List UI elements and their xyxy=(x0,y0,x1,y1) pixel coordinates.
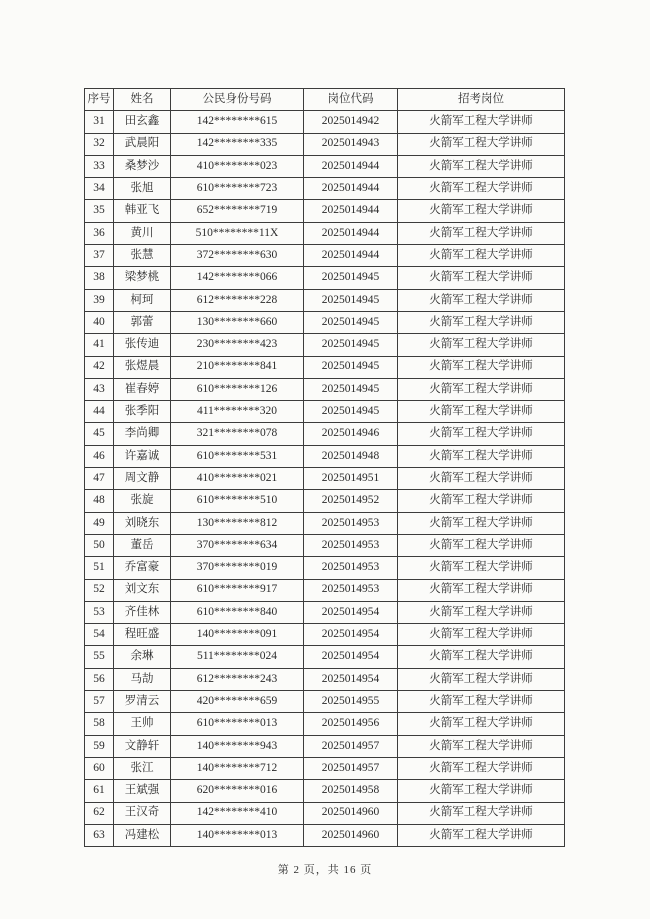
table-body xyxy=(85,111,565,847)
cell-citizen-id: 610********510 xyxy=(171,490,304,512)
cell-serial: 41 xyxy=(85,334,114,356)
cell-recruitment-position: 火箭军工程大学讲师 xyxy=(398,155,565,177)
cell-position-code: 2025014958 xyxy=(304,780,398,802)
cell-name: 张传迪 xyxy=(114,334,171,356)
cell-position-code: 2025014944 xyxy=(304,178,398,200)
cell-position-code: 2025014944 xyxy=(304,200,398,222)
cell-recruitment-position: 火箭军工程大学讲师 xyxy=(398,624,565,646)
cell-citizen-id: 610********013 xyxy=(171,713,304,735)
cell-recruitment-position: 火箭军工程大学讲师 xyxy=(398,490,565,512)
cell-recruitment-position: 火箭军工程大学讲师 xyxy=(398,534,565,556)
cell-position-code: 2025014945 xyxy=(304,356,398,378)
cell-serial: 32 xyxy=(85,133,114,155)
cell-serial: 58 xyxy=(85,713,114,735)
cell-serial: 39 xyxy=(85,289,114,311)
cell-position-code: 2025014960 xyxy=(304,802,398,824)
cell-position-code: 2025014945 xyxy=(304,334,398,356)
cell-name: 张煜晨 xyxy=(114,356,171,378)
column-header-citizen-id: 公民身份号码 xyxy=(171,89,304,111)
cell-recruitment-position: 火箭军工程大学讲师 xyxy=(398,780,565,802)
cell-serial: 55 xyxy=(85,646,114,668)
cell-serial: 47 xyxy=(85,468,114,490)
table-row xyxy=(85,802,565,824)
cell-recruitment-position: 火箭军工程大学讲师 xyxy=(398,445,565,467)
table-row xyxy=(85,780,565,802)
cell-name: 郭蕾 xyxy=(114,311,171,333)
cell-recruitment-position: 火箭军工程大学讲师 xyxy=(398,802,565,824)
cell-recruitment-position: 火箭军工程大学讲师 xyxy=(398,423,565,445)
cell-citizen-id: 230********423 xyxy=(171,334,304,356)
cell-name: 张江 xyxy=(114,757,171,779)
table-row xyxy=(85,334,565,356)
cell-citizen-id: 321********078 xyxy=(171,423,304,445)
cell-citizen-id: 142********066 xyxy=(171,267,304,289)
cell-recruitment-position: 火箭军工程大学讲师 xyxy=(398,289,565,311)
cell-position-code: 2025014953 xyxy=(304,579,398,601)
cell-position-code: 2025014944 xyxy=(304,245,398,267)
cell-recruitment-position: 火箭军工程大学讲师 xyxy=(398,668,565,690)
cell-position-code: 2025014960 xyxy=(304,824,398,846)
cell-recruitment-position: 火箭军工程大学讲师 xyxy=(398,222,565,244)
cell-citizen-id: 140********091 xyxy=(171,624,304,646)
table-row xyxy=(85,222,565,244)
cell-citizen-id: 142********410 xyxy=(171,802,304,824)
cell-citizen-id: 372********630 xyxy=(171,245,304,267)
cell-citizen-id: 610********126 xyxy=(171,378,304,400)
cell-name: 冯建松 xyxy=(114,824,171,846)
table-row xyxy=(85,311,565,333)
table-row xyxy=(85,512,565,534)
cell-citizen-id: 610********723 xyxy=(171,178,304,200)
cell-recruitment-position: 火箭军工程大学讲师 xyxy=(398,646,565,668)
cell-position-code: 2025014955 xyxy=(304,691,398,713)
cell-recruitment-position: 火箭军工程大学讲师 xyxy=(398,178,565,200)
cell-name: 张季阳 xyxy=(114,401,171,423)
cell-citizen-id: 610********531 xyxy=(171,445,304,467)
table-row xyxy=(85,155,565,177)
cell-serial: 35 xyxy=(85,200,114,222)
table-row xyxy=(85,824,565,846)
cell-citizen-id: 140********712 xyxy=(171,757,304,779)
cell-serial: 63 xyxy=(85,824,114,846)
cell-position-code: 2025014943 xyxy=(304,133,398,155)
cell-serial: 46 xyxy=(85,445,114,467)
table-row xyxy=(85,111,565,133)
table-row xyxy=(85,601,565,623)
cell-name: 文静轩 xyxy=(114,735,171,757)
candidate-table xyxy=(84,88,565,847)
cell-name: 王帅 xyxy=(114,713,171,735)
cell-recruitment-position: 火箭军工程大学讲师 xyxy=(398,378,565,400)
cell-recruitment-position: 火箭军工程大学讲师 xyxy=(398,735,565,757)
cell-citizen-id: 410********021 xyxy=(171,468,304,490)
cell-position-code: 2025014954 xyxy=(304,624,398,646)
cell-position-code: 2025014956 xyxy=(304,713,398,735)
cell-serial: 34 xyxy=(85,178,114,200)
cell-name: 梁梦桃 xyxy=(114,267,171,289)
cell-serial: 42 xyxy=(85,356,114,378)
table-row xyxy=(85,691,565,713)
cell-name: 武晨阳 xyxy=(114,133,171,155)
cell-recruitment-position: 火箭军工程大学讲师 xyxy=(398,691,565,713)
table-row xyxy=(85,445,565,467)
table-row xyxy=(85,245,565,267)
cell-serial: 59 xyxy=(85,735,114,757)
cell-citizen-id: 652********719 xyxy=(171,200,304,222)
cell-recruitment-position: 火箭军工程大学讲师 xyxy=(398,111,565,133)
cell-position-code: 2025014954 xyxy=(304,601,398,623)
cell-name: 许嘉诚 xyxy=(114,445,171,467)
cell-citizen-id: 130********660 xyxy=(171,311,304,333)
table-row xyxy=(85,668,565,690)
cell-position-code: 2025014953 xyxy=(304,512,398,534)
cell-recruitment-position: 火箭军工程大学讲师 xyxy=(398,200,565,222)
cell-position-code: 2025014957 xyxy=(304,735,398,757)
cell-serial: 54 xyxy=(85,624,114,646)
table-row xyxy=(85,757,565,779)
cell-serial: 33 xyxy=(85,155,114,177)
cell-serial: 49 xyxy=(85,512,114,534)
cell-recruitment-position: 火箭军工程大学讲师 xyxy=(398,579,565,601)
cell-name: 罗清云 xyxy=(114,691,171,713)
cell-name: 王汉奇 xyxy=(114,802,171,824)
table-row xyxy=(85,713,565,735)
cell-position-code: 2025014945 xyxy=(304,401,398,423)
cell-citizen-id: 210********841 xyxy=(171,356,304,378)
cell-serial: 51 xyxy=(85,557,114,579)
cell-name: 田玄鑫 xyxy=(114,111,171,133)
cell-position-code: 2025014946 xyxy=(304,423,398,445)
table-row xyxy=(85,624,565,646)
table-row xyxy=(85,735,565,757)
cell-citizen-id: 610********840 xyxy=(171,601,304,623)
cell-name: 王斌强 xyxy=(114,780,171,802)
cell-recruitment-position: 火箭军工程大学讲师 xyxy=(398,713,565,735)
cell-serial: 61 xyxy=(85,780,114,802)
table-row xyxy=(85,178,565,200)
cell-name: 余琳 xyxy=(114,646,171,668)
cell-recruitment-position: 火箭军工程大学讲师 xyxy=(398,245,565,267)
cell-recruitment-position: 火箭军工程大学讲师 xyxy=(398,401,565,423)
table-row xyxy=(85,401,565,423)
cell-recruitment-position: 火箭军工程大学讲师 xyxy=(398,267,565,289)
cell-citizen-id: 142********615 xyxy=(171,111,304,133)
cell-serial: 37 xyxy=(85,245,114,267)
column-header-position-code: 岗位代码 xyxy=(304,89,398,111)
cell-serial: 52 xyxy=(85,579,114,601)
cell-recruitment-position: 火箭军工程大学讲师 xyxy=(398,334,565,356)
cell-citizen-id: 612********243 xyxy=(171,668,304,690)
cell-serial: 50 xyxy=(85,534,114,556)
cell-name: 崔春婷 xyxy=(114,378,171,400)
cell-serial: 62 xyxy=(85,802,114,824)
cell-position-code: 2025014944 xyxy=(304,222,398,244)
cell-position-code: 2025014952 xyxy=(304,490,398,512)
cell-name: 刘文东 xyxy=(114,579,171,601)
cell-position-code: 2025014945 xyxy=(304,378,398,400)
cell-recruitment-position: 火箭军工程大学讲师 xyxy=(398,133,565,155)
cell-recruitment-position: 火箭军工程大学讲师 xyxy=(398,824,565,846)
cell-citizen-id: 511********024 xyxy=(171,646,304,668)
cell-citizen-id: 610********917 xyxy=(171,579,304,601)
cell-citizen-id: 410********023 xyxy=(171,155,304,177)
table-row xyxy=(85,468,565,490)
table-row xyxy=(85,557,565,579)
cell-name: 柯珂 xyxy=(114,289,171,311)
cell-name: 韩亚飞 xyxy=(114,200,171,222)
cell-name: 张旭 xyxy=(114,178,171,200)
table-row xyxy=(85,534,565,556)
table-row xyxy=(85,356,565,378)
table-row xyxy=(85,200,565,222)
cell-serial: 38 xyxy=(85,267,114,289)
cell-position-code: 2025014953 xyxy=(304,557,398,579)
cell-citizen-id: 130********812 xyxy=(171,512,304,534)
table-row xyxy=(85,133,565,155)
cell-recruitment-position: 火箭军工程大学讲师 xyxy=(398,757,565,779)
cell-citizen-id: 370********634 xyxy=(171,534,304,556)
cell-recruitment-position: 火箭军工程大学讲师 xyxy=(398,356,565,378)
cell-name: 乔富豪 xyxy=(114,557,171,579)
cell-recruitment-position: 火箭军工程大学讲师 xyxy=(398,557,565,579)
cell-position-code: 2025014953 xyxy=(304,534,398,556)
table-row xyxy=(85,267,565,289)
cell-name: 张慧 xyxy=(114,245,171,267)
cell-citizen-id: 140********013 xyxy=(171,824,304,846)
cell-citizen-id: 620********016 xyxy=(171,780,304,802)
cell-name: 董岳 xyxy=(114,534,171,556)
cell-citizen-id: 420********659 xyxy=(171,691,304,713)
cell-citizen-id: 142********335 xyxy=(171,133,304,155)
cell-name: 周文静 xyxy=(114,468,171,490)
cell-serial: 45 xyxy=(85,423,114,445)
cell-serial: 44 xyxy=(85,401,114,423)
cell-position-code: 2025014954 xyxy=(304,646,398,668)
cell-recruitment-position: 火箭军工程大学讲师 xyxy=(398,512,565,534)
cell-serial: 36 xyxy=(85,222,114,244)
cell-citizen-id: 411********320 xyxy=(171,401,304,423)
column-header-serial: 序号 xyxy=(85,89,114,111)
table-row xyxy=(85,289,565,311)
table-row xyxy=(85,646,565,668)
table-row xyxy=(85,490,565,512)
cell-citizen-id: 612********228 xyxy=(171,289,304,311)
cell-position-code: 2025014948 xyxy=(304,445,398,467)
column-header-name: 姓名 xyxy=(114,89,171,111)
cell-name: 黄川 xyxy=(114,222,171,244)
cell-name: 程旺盛 xyxy=(114,624,171,646)
cell-name: 李尚卿 xyxy=(114,423,171,445)
cell-recruitment-position: 火箭军工程大学讲师 xyxy=(398,601,565,623)
page-footer: 第 2 页，共 16 页 xyxy=(277,864,373,876)
table-header-row xyxy=(85,89,565,111)
column-header-recruitment-position: 招考岗位 xyxy=(398,89,565,111)
cell-name: 马劼 xyxy=(114,668,171,690)
cell-recruitment-position: 火箭军工程大学讲师 xyxy=(398,468,565,490)
cell-name: 张旋 xyxy=(114,490,171,512)
cell-serial: 31 xyxy=(85,111,114,133)
cell-citizen-id: 370********019 xyxy=(171,557,304,579)
cell-position-code: 2025014954 xyxy=(304,668,398,690)
cell-serial: 56 xyxy=(85,668,114,690)
cell-serial: 60 xyxy=(85,757,114,779)
cell-position-code: 2025014942 xyxy=(304,111,398,133)
cell-serial: 43 xyxy=(85,378,114,400)
cell-position-code: 2025014945 xyxy=(304,267,398,289)
cell-serial: 57 xyxy=(85,691,114,713)
cell-position-code: 2025014957 xyxy=(304,757,398,779)
table-row xyxy=(85,423,565,445)
cell-position-code: 2025014945 xyxy=(304,311,398,333)
cell-name: 刘晓东 xyxy=(114,512,171,534)
cell-citizen-id: 140********943 xyxy=(171,735,304,757)
cell-serial: 48 xyxy=(85,490,114,512)
table-row xyxy=(85,579,565,601)
cell-position-code: 2025014944 xyxy=(304,155,398,177)
cell-name: 桑梦沙 xyxy=(114,155,171,177)
cell-serial: 53 xyxy=(85,601,114,623)
cell-position-code: 2025014951 xyxy=(304,468,398,490)
cell-citizen-id: 510********11X xyxy=(171,222,304,244)
cell-recruitment-position: 火箭军工程大学讲师 xyxy=(398,311,565,333)
cell-serial: 40 xyxy=(85,311,114,333)
table-row xyxy=(85,378,565,400)
cell-position-code: 2025014945 xyxy=(304,289,398,311)
cell-name: 齐佳林 xyxy=(114,601,171,623)
